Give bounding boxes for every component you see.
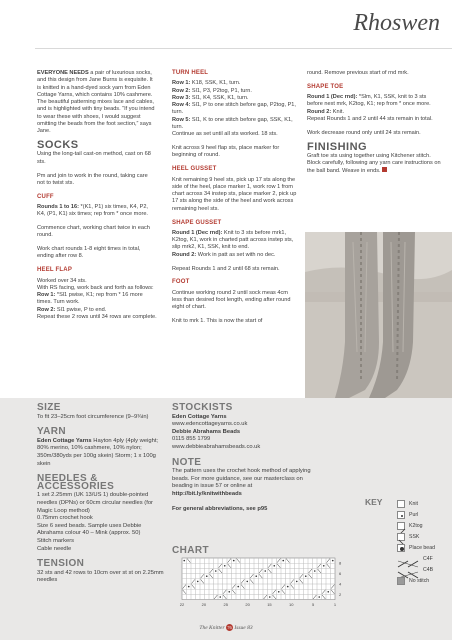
cable-front-icon: [397, 555, 419, 563]
chart-y-tick: 4: [339, 581, 342, 587]
turn-heel-row-text: Sl1, P3, P2tog, P1, turn.: [190, 87, 252, 94]
shape-toe-decrease: Work decrease round only until 24 sts remain.: [307, 129, 421, 136]
slash-left-icon: [397, 533, 405, 541]
grey-square-icon: [397, 577, 405, 585]
size-text: To fit 23–25cm foot circumference (9–9¾in): [37, 413, 149, 420]
turn-heel-row-text: K18, SSK, K1, turn.: [190, 80, 241, 87]
key-item: [397, 555, 433, 563]
end-square-icon: [382, 167, 387, 172]
chart-purl-mark: [327, 591, 329, 593]
needles-item: Cable needle: [37, 545, 72, 552]
heel-flap-row1-text: *Sl1 pwise, K1; rep from * 16 more times. Turn work.: [37, 292, 143, 306]
page-title: Rhoswen: [353, 10, 440, 36]
chart-section: [172, 545, 347, 615]
needles-item: 1 set 2.25mm (UK 13/US 1) double-pointed needles (DPNs) or 60cm circular needles (for Magic Loop method): [37, 492, 153, 514]
column-two: [172, 70, 297, 332]
chart-purl-mark: [188, 586, 190, 588]
stockist-phone: 0115 855 1799: [172, 436, 211, 443]
slash-right-icon: [397, 522, 405, 530]
blank-square-icon: [397, 500, 405, 508]
intro-paragraph: [37, 70, 157, 136]
key-item-label: Knit: [409, 501, 418, 507]
tension-text: 32 sts and 42 rows to 10cm over st st on 2.25mm needles: [37, 569, 164, 584]
chart-y-tick: 6: [339, 571, 342, 577]
chart-purl-mark: [264, 570, 266, 572]
heel-flap-sts: Worked over 34 sts.: [37, 277, 87, 284]
key-item-label: No stitch: [409, 578, 430, 584]
heel-gusset-text: Knit remaining 9 heel sts, pick up 17 sts along the side of the heel, place marker 1, work row 1 from chart across 34 instep sts, place marker 2, pick up 17 sts along the side of the heel and work across remaining heel sts.: [172, 176, 297, 212]
key-item: [397, 544, 435, 552]
socks-cast-on: Using the long-tail cast-on method, cast on 68 sts.: [37, 151, 151, 165]
chart-purl-mark: [314, 570, 316, 572]
chart-x-tick: 20: [201, 602, 207, 608]
chart-purl-mark: [282, 560, 284, 562]
chart-purl-mark: [269, 596, 271, 598]
socks-join: Pm and join to work in the round, taking care not to twist sts.: [37, 172, 148, 186]
chart-purl-mark: [278, 591, 280, 593]
chart-purl-mark: [224, 565, 226, 567]
cable-back-icon: [397, 566, 419, 574]
shape-gusset-round1-text: Knit to 3 sts before mrk1, K2tog, K1, work in charted patt across instep sts, slip mrk2, K1, SSK, knit to end.: [172, 229, 294, 251]
key-item-label: Place bead: [409, 545, 435, 551]
intro-lead: EVERYONE NEEDS: [37, 70, 89, 76]
stockists-heading: STOCKISTS: [172, 402, 233, 413]
socks-photo-illustration: [305, 232, 452, 398]
stockist-name: Debbie Abrahams Beads: [172, 428, 241, 435]
note-heading: NOTE: [172, 456, 202, 468]
key-item: [397, 566, 433, 574]
shape-toe-round2-label: Round 2:: [307, 108, 332, 115]
needles-item: Size 6 seed beads. Sample uses Debbie Abrahams colour 40 – Mink (approx. 50): [37, 522, 142, 537]
footer-issue: Issue 83: [234, 624, 253, 631]
needles-heading: NEEDLES & ACCESSORIES: [37, 473, 115, 492]
info-column-left: [37, 404, 165, 585]
chart-purl-mark: [237, 586, 239, 588]
turn-heel-continue: Continue as set until all sts worked. 18 sts.: [172, 131, 278, 138]
chart-purl-mark: [296, 581, 298, 583]
chart-x-tick: 1: [333, 602, 337, 608]
cuff-heading: CUFF: [37, 193, 54, 200]
socks-heading: SOCKS: [37, 139, 79, 152]
abbreviations-note: For general abbreviations, see p95: [172, 505, 268, 512]
chart-x-tick: 20: [245, 602, 250, 608]
chart-x-tick: 10: [289, 602, 294, 608]
tension-heading: TENSION: [37, 558, 85, 570]
stockist-name: Eden Cottage Yarns: [172, 413, 227, 420]
note-body: The pattern uses the crochet hook method of applying beads. For more guidance, see our masterclass on beading in issue 57 or online at: [172, 468, 311, 490]
key-item: [397, 500, 418, 508]
header-divider: [35, 48, 452, 49]
cuff-commence: Commence chart, working chart twice in each round.: [37, 225, 150, 239]
chart-purl-mark: [228, 591, 230, 593]
chart-purl-mark: [318, 596, 320, 598]
yarn-details: Hayton 4ply (4ply weight; 80% merino, 10% cashmere, 10% nylon; 350m/380yds per 100g skein) Storm; 1 x 100g skein: [37, 437, 159, 467]
finishing-text: [307, 153, 442, 176]
turn-heel-row-text: Sl1, P to one stitch before gap, P2tog, P1, turn.: [172, 102, 296, 116]
stitch-chart: [172, 556, 347, 614]
key-item-label: SSK: [409, 534, 420, 540]
finishing-body: Graft toe sts using together using Kitchener stitch. Block carefully, following any yarn care instructions on the ball band. Weave in ends.: [307, 152, 441, 175]
page-number-badge: 76: [227, 625, 232, 630]
shape-toe-rounds: [307, 94, 442, 123]
chart-purl-mark: [255, 575, 257, 577]
socks-photo: [305, 232, 452, 398]
shape-toe-round1-text: *Slm, K1, SSK, knit to 3 sts before next mrk, K2tog, K1; rep from * once more.: [307, 94, 431, 108]
turn-heel-row-label: Row 3:: [172, 94, 191, 101]
page-footer: [0, 624, 452, 631]
shape-gusset-round1-label: Round 1 (Dec rnd):: [172, 229, 223, 236]
key-item-label: C4B: [423, 567, 434, 573]
chart-purl-mark: [233, 560, 235, 562]
needles-list: [37, 492, 165, 553]
chart-purl-mark: [273, 565, 275, 567]
intro-text: a pair of luxurious socks, and this design from Jane Burns is exquisite. It is knitted in a hand-dyed sock yarn from Eden Cottage Yarns, which contains 10% cashmere. The beautiful patterning mixes lace and cables, and is highlighted with tiny beads. “If you intend to wear these with shoes, I would suggest omitting the beads from the foot section,” says Jane.: [37, 70, 155, 135]
needles-item: Stitch markers: [37, 537, 75, 544]
chart-heading: CHART: [172, 545, 209, 556]
chart-x-tick: 22: [179, 602, 185, 608]
key-item: [397, 511, 418, 519]
shape-toe-heading: SHAPE TOE: [307, 83, 344, 90]
foot-continue: Continue working round 2 until sock meas 4cm less than desired foot length, ending after round eight of chart.: [172, 289, 291, 311]
turn-heel-rows: [172, 80, 297, 138]
turn-heel-row-label: Row 2:: [172, 87, 191, 94]
finishing-heading: FINISHING: [307, 140, 368, 153]
stockist-website[interactable]: www.debbieabrahamsbeads.co.uk: [172, 443, 261, 450]
chart-x-tick: 15: [267, 602, 272, 608]
key-item-label: K2tog: [409, 523, 423, 529]
shape-toe-repeat: Repeat Rounds 1 and 2 until 44 sts remain in total.: [307, 115, 433, 122]
chart-x-tick: 5: [312, 602, 315, 608]
yarn-text: [37, 438, 165, 468]
heel-flap-row2-label: Row 2:: [37, 306, 56, 313]
yarn-heading: YARN: [37, 426, 67, 438]
chart-y-tick: 2: [339, 591, 342, 597]
shape-gusset-round2-label: Round 2:: [172, 251, 197, 258]
cuff-round-label: Rounds 1 to 16:: [37, 203, 79, 210]
beads-link[interactable]: http://bit.ly/knitwithbeads: [172, 490, 242, 497]
turn-heel-row-label: Row 4:: [172, 102, 191, 109]
cuff-rounds: [37, 204, 157, 219]
shape-gusset-repeat: Repeat Rounds 1 and 2 until 68 sts remain.: [172, 265, 280, 272]
chart-purl-mark: [215, 570, 217, 572]
heel-flap-intro: [37, 278, 157, 322]
turn-heel-row-text: Sl1, K4, SSK, K1, turn.: [190, 94, 249, 101]
heel-flap-heading: HEEL FLAP: [37, 267, 73, 274]
heel-flap-repeat: Repeat these 2 rows until 34 rows are complete.: [37, 314, 157, 321]
stockists-list: [172, 414, 312, 452]
key-item: [397, 577, 429, 585]
turn-heel-knit-across: Knit across 9 heel flap sts, place marker for beginning of round.: [172, 145, 280, 159]
dot-icon: [397, 511, 405, 519]
chart-purl-mark: [246, 581, 248, 583]
shape-gusset-heading: SHAPE GUSSET: [172, 219, 222, 226]
shape-gusset-rounds: [172, 230, 297, 259]
chart-purl-mark: [287, 586, 289, 588]
key-item: [397, 522, 423, 530]
turn-heel-row-label: Row 1:: [172, 80, 191, 87]
foot-knit-to-marker: Knit to mrk 1. This is now the start of: [172, 318, 263, 325]
shape-gusset-round2-text: Work in patt as set with no dec.: [196, 251, 276, 258]
info-column-right: [172, 404, 312, 513]
chart-purl-mark: [219, 596, 221, 598]
turn-heel-heading: TURN HEEL: [172, 70, 209, 76]
key-item-label: Purl: [409, 512, 419, 518]
key-item-label: C4F: [423, 556, 433, 562]
chart-purl-mark: [323, 565, 325, 567]
column-one: [37, 70, 157, 328]
chart-purl-mark: [332, 560, 334, 562]
turn-heel-row-label: Row 5:: [172, 116, 191, 123]
key-heading: KEY: [365, 497, 383, 507]
chart-y-tick: 8: [339, 560, 342, 566]
shape-toe-round2-text: Knit.: [331, 108, 344, 115]
chart-purl-mark: [305, 575, 307, 577]
heel-flap-row1-label: Row 1:: [37, 292, 56, 299]
key-item: [397, 533, 419, 541]
heel-flap-row2-text: Sl1 pwise, P to end.: [55, 306, 107, 313]
chart-purl-mark: [183, 560, 185, 562]
foot-heading: FOOT: [172, 279, 190, 286]
chart-x-tick: 25: [223, 602, 228, 608]
needles-item: 0.75mm crochet hook: [37, 515, 93, 522]
stockist-website[interactable]: www.edencottageyarns.co.uk: [172, 421, 248, 428]
shape-toe-round1-label: Round 1 (Dec rnd):: [307, 94, 358, 101]
chart-purl-mark: [197, 581, 199, 583]
turn-heel-row-text: Sl1, K to one stitch before gap, SSK, K1, turn.: [172, 116, 293, 131]
heel-flap-rs: With RS facing, work back and forth as follows:: [37, 284, 154, 291]
heel-gusset-heading: HEEL GUSSET: [172, 166, 217, 173]
note-text: [172, 468, 312, 498]
cuff-chart-rounds: Work chart rounds 1-8 eight times in total, ending after row 8.: [37, 246, 141, 260]
bead-dot-icon: [397, 544, 405, 552]
footer-magazine: The Knitter: [199, 624, 225, 631]
round-marker-note: round. Remove previous start of rnd mrk.: [307, 70, 409, 76]
cuff-round-text: *(K1, P1) six times, K4, P2, K4, (P1, K1) six times; rep from * once more.: [37, 203, 148, 218]
yarn-brand: Eden Cottage Yarns: [37, 437, 92, 444]
size-heading: SIZE: [37, 402, 61, 413]
chart-purl-mark: [206, 575, 208, 577]
column-three: [307, 70, 442, 182]
